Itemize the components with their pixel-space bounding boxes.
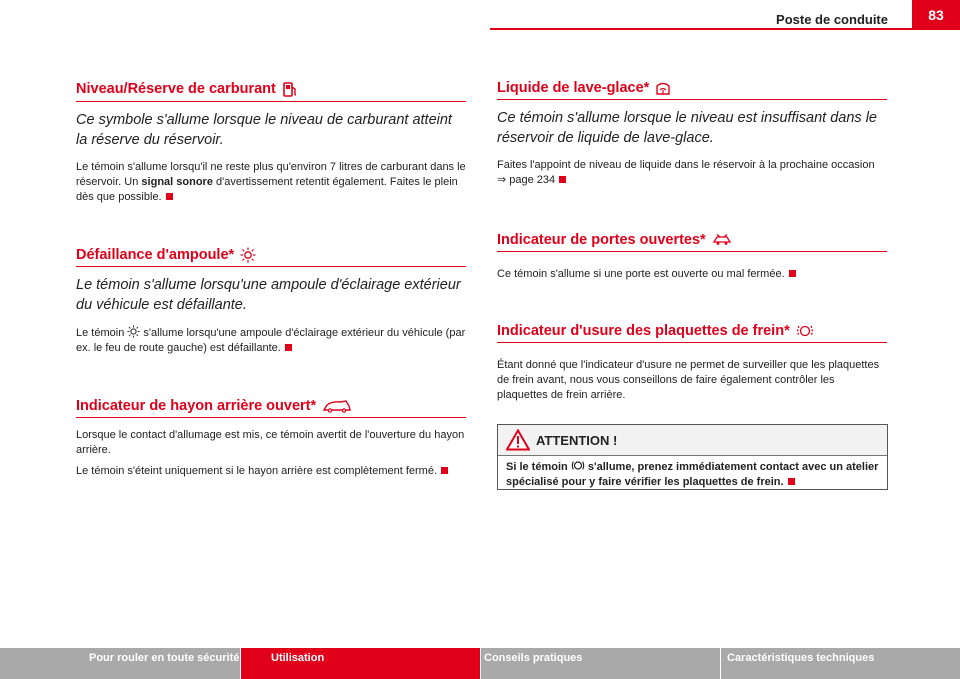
section-hatch-text1: Lorsque le contact d'allumage est mis, ce témoin avertit de l'ouverture du hayon arrière. [76, 429, 465, 456]
section-doors-heading [497, 232, 887, 252]
fuel-text-bold: signal sonore [141, 176, 213, 188]
footer-tab-utilisation[interactable] [240, 648, 480, 679]
hatch-text2-content: Le témoin s'éteint uniquement si le hayon arrière est complètement fermé. [76, 465, 438, 477]
washer-text: Faites l'appoint de niveau de liquide dans le réservoir à la prochaine occasion [497, 159, 875, 171]
washer-page-ref[interactable]: ⇒ page 234 [497, 174, 556, 186]
doors-open-icon [712, 234, 732, 246]
fuel-text-part2: d'avertissement retentit également. Faites le plein dès que possible. [76, 176, 458, 203]
section-hatch [76, 398, 466, 485]
footer-tab-securite[interactable] [0, 648, 240, 679]
page-running-title: Poste de conduite [776, 12, 888, 27]
section-bulb-title: Défaillance d'ampoule* [76, 247, 235, 263]
doors-text: Ce témoin s'allume si une porte est ouverte ou mal fermée. [497, 268, 785, 280]
section-hatch-text2 [76, 464, 466, 479]
end-mark [559, 176, 566, 183]
bulb-failure-icon [240, 247, 256, 263]
section-brake [497, 323, 887, 409]
section-bulb [76, 247, 466, 362]
bulb-text-part1: Le témoin [76, 327, 128, 339]
end-mark [441, 467, 448, 474]
brake-pad-icon [796, 323, 814, 339]
section-brake-heading [497, 323, 887, 343]
footer-nav [0, 648, 960, 679]
section-bulb-text [76, 325, 466, 356]
section-hatch-heading [76, 398, 466, 418]
hatch-open-icon [322, 399, 352, 413]
bulb-text-part2: s'allume lorsqu'une ampoule d'éclairage extérieur du véhicule (par ex. le feu de route gauche) est défaillante. [76, 327, 466, 354]
footer-tab-label: Conseils pratiques [484, 652, 583, 664]
footer-tab-label: Caractéristiques techniques [727, 652, 875, 664]
section-washer-lead: Ce témoin s'allume lorsque le niveau est insuffisant dans le réservoir de liquide de lave-glace. [497, 110, 877, 146]
brake-pad-inline-icon [571, 459, 585, 472]
section-doors-title: Indicateur de portes ouvertes* [497, 232, 706, 248]
section-washer-title: Liquide de lave-glace* [497, 80, 650, 96]
end-mark [788, 478, 795, 485]
header-rule [490, 28, 912, 30]
section-brake-title: Indicateur d'usure des plaquettes de frein* [497, 323, 790, 339]
warning-title: ATTENTION ! [536, 433, 618, 448]
washer-fluid-icon [655, 80, 671, 96]
section-fuel [76, 80, 466, 211]
end-mark [789, 270, 796, 277]
end-mark [285, 344, 292, 351]
section-washer [497, 80, 887, 194]
fuel-text-part1: Le témoin s'allume lorsqu'il ne reste plus qu'environ 7 litres de carburant dans le réservoir. Un [76, 161, 466, 188]
footer-tab-label: Pour rouler en toute sécurité [89, 652, 240, 664]
section-bulb-heading [76, 247, 466, 267]
warning-text-part2: s'allume, prenez immédiatement contact avec un atelier spécialisé pour y faire vérifier les plaquettes de frein. [506, 461, 879, 488]
section-doors-text [497, 267, 887, 282]
section-washer-heading [497, 80, 887, 100]
warning-box [497, 424, 888, 490]
section-doors [497, 232, 887, 288]
section-fuel-heading [76, 80, 466, 102]
section-bulb-lead: Le témoin s'allume lorsqu'une ampoule d'éclairage extérieur du véhicule est défaillante. [76, 277, 461, 313]
warning-text-part1: Si le témoin [506, 461, 571, 473]
warning-triangle-icon [506, 429, 530, 451]
warning-header [498, 425, 887, 456]
footer-tab-label: Utilisation [271, 652, 325, 664]
section-fuel-title: Niveau/Réserve de carburant [76, 81, 276, 97]
section-brake-text: Étant donné que l'indicateur d'usure ne permet de surveiller que les plaquettes de frein avant, nous vous conseillons de faire également contrôler les plaquettes de frein arrière. [497, 359, 880, 401]
footer-tab-caracteristiques[interactable] [720, 648, 960, 679]
warning-text [506, 459, 879, 490]
section-hatch-title: Indicateur de hayon arrière ouvert* [76, 398, 317, 414]
section-fuel-text [76, 160, 466, 205]
bulb-failure-inline-icon [127, 325, 140, 338]
section-fuel-lead: Ce symbole s'allume lorsque le niveau de carburant atteint la réserve du réservoir. [76, 112, 452, 148]
end-mark [166, 193, 173, 200]
footer-tab-conseils[interactable] [480, 648, 720, 679]
fuel-pump-icon [282, 80, 298, 98]
page-number: 83 [912, 0, 960, 30]
section-washer-text [497, 158, 887, 188]
